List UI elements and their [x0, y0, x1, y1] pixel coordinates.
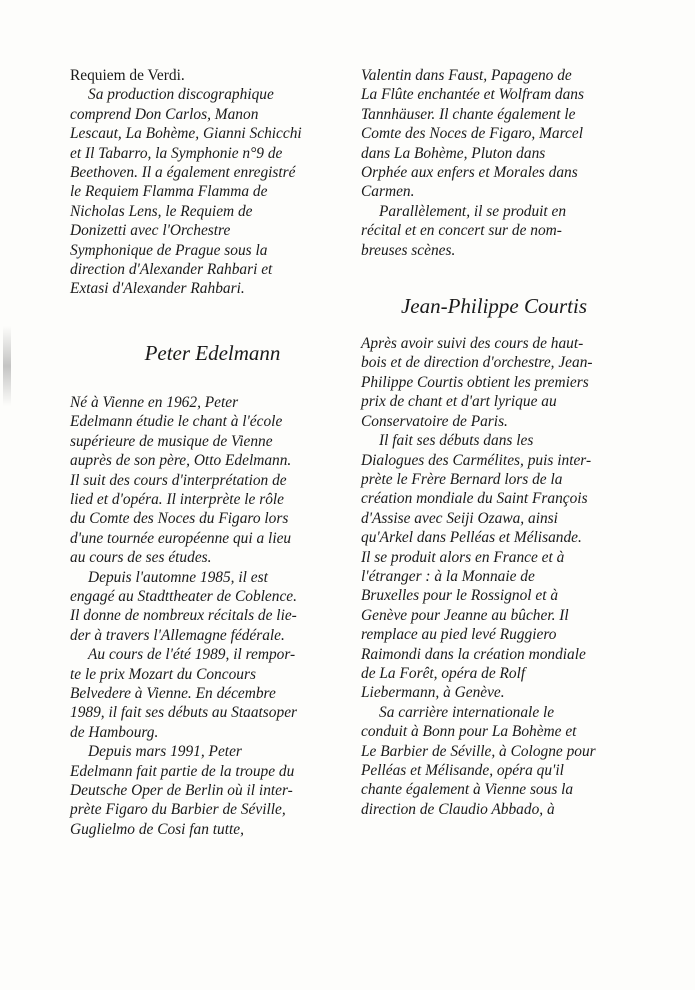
right-paragraph-3: Après avoir suivi des cours de haut- bois et de direction d'orchestre, Jean- Philippe Courtis obtient les premiers prix de chant et d'art lyrique au Conservatoire de Paris. [361, 335, 593, 430]
right-paragraph-1: Valentin dans Faust, Papageno de La Flûte enchantée et Wolfram dans Tannhäuser. Il chante également le Comte des Noces de Figaro, Marcel dans La Bohème, Pluton dans Orphée aux enfers et Morales dans Carmen. [361, 67, 584, 201]
right-paragraph-5: Sa carrière internationale le conduit à Bonn pour La Bohème et Le Barbier de Séville, à Cologne pour Pelléas et Mélisande, opéra qu'il chante également à Vienne sous la direction de Claudio Abbado, à [361, 703, 596, 818]
left-paragraph-3: Né à Vienne en 1962, Peter Edelmann étudie le chant à l'école supérieure de musique de Vienne auprès de son père, Otto Edelmann. Il suit des cours d'interprétation de lied et d'opéra. Il interprète le rôle du Comte des Noces du Figaro lors d'une tournée européenne qui a lieu au cours de ses études. [70, 393, 292, 567]
heading-peter-edelmann: Peter Edelmann [144, 340, 281, 365]
left-paragraph-5: Au cours de l'été 1989, il rempor- te le prix Mozart du Concours Belvedere à Vienne. En décembre 1989, il fait ses débuts au Staatsoper de Hambourg. [70, 646, 298, 741]
binding-edge-mark [3, 326, 11, 406]
left-column [70, 66, 355, 839]
heading-jean-philippe-courtis: Jean-Philippe Courtis [400, 294, 588, 319]
right-paragraph-4: Il fait ses débuts dans les Dialogues des Carmélites, puis inter- prète le Frère Bernard lors de la création mondiale du Saint François d'Assise avec Seiji Ozawa, ainsi qu'Arkel dans Pelléas et Mélisande. Il se produit alors en France et à l'étranger : à la Monnaie de Bruxelles pour le Rossignol et à Genève pour Jeanne au bûcher. Il remplace au pied levé Ruggiero Raimondi dans la création mondiale de La Forêt, opéra de Rolf Liebermann, à Genève. [361, 432, 592, 702]
right-paragraph-2: Parallèlement, il se produit en récital et en concert sur de nom- breuses scènes. [361, 202, 567, 259]
left-paragraph-4: Depuis l'automne 1985, il est engagé au Stadttheater de Coblence. Il donne de nombreux récitals de lie- der à travers l'Allemagne fédérale. [70, 568, 297, 644]
right-column [361, 66, 627, 819]
left-paragraph-1: Requiem de Verdi. [70, 67, 185, 84]
left-paragraph-6: Depuis mars 1991, Peter Edelmann fait partie de la troupe du Deutsche Oper de Berlin où il inter- prète Figaro du Barbier de Séville, Guglielmo de Cosi fan tutte, [70, 743, 295, 838]
left-paragraph-2: Sa production discographique comprend Don Carlos, Manon Lescaut, La Bohème, Gianni Schicchi et Il Tabarro, la Symphonie n°9 de Beethoven. Il a également enregistré le Requiem Flamma Flamma de Nicholas Lens, le Requiem de Donizetti avec l'Orchestre Symphonique de Prague sous la direction d'Alexander Rahbari et Extasi d'Alexander Rahbari. [70, 86, 302, 298]
